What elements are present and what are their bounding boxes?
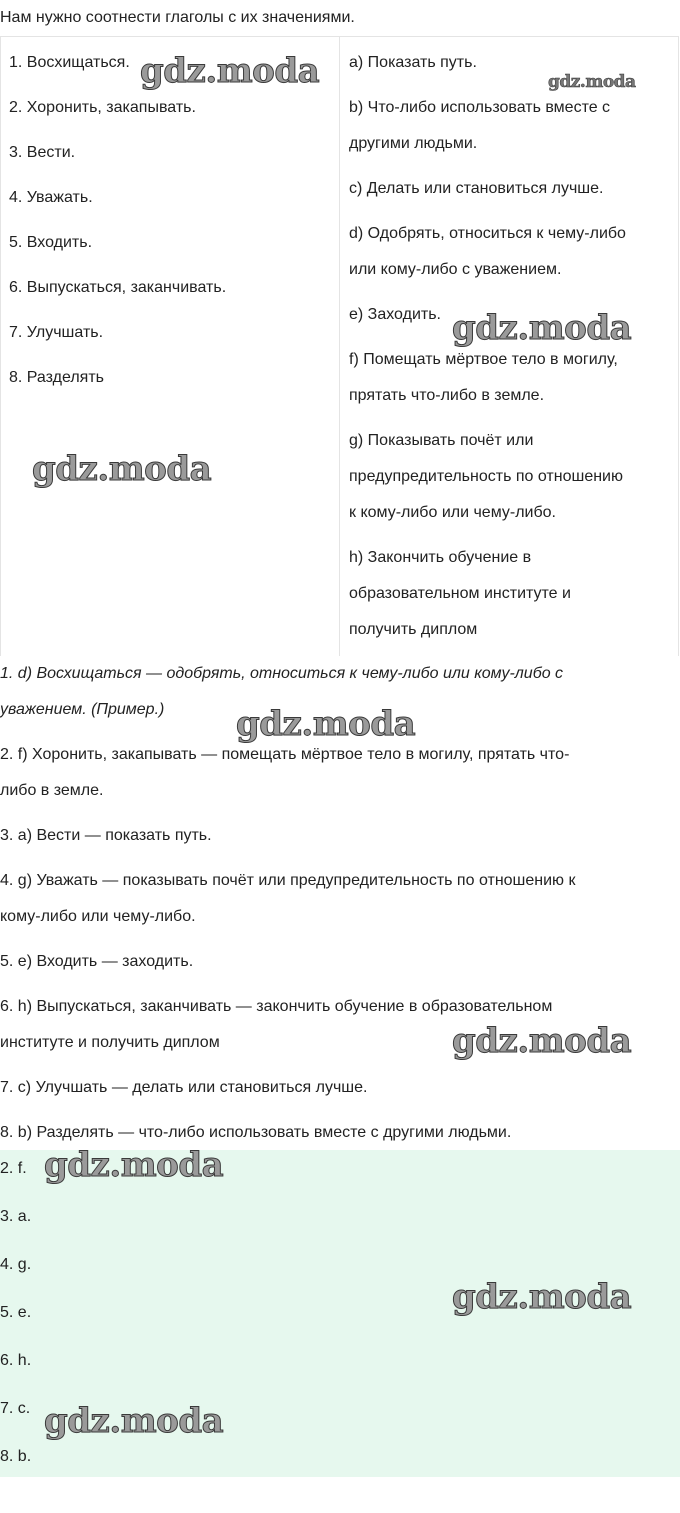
meaning-item-cont: другими людьми. [349, 135, 478, 152]
verb-item: 5. Входить. [9, 234, 93, 251]
answer-line: 8. b) Разделять — что-либо использовать вместе с другими людьми. [0, 1124, 512, 1141]
answer-line: 6. h) Выпускаться, заканчивать — закончить обучение в образовательном [0, 998, 553, 1015]
answer-line: 3. a) Вести — показать путь. [0, 827, 212, 844]
verb-item: 7. Улучшать. [9, 324, 104, 341]
meaning-item: a) Показать путь. [349, 54, 477, 71]
meaning-item: h) Закончить обучение в [349, 549, 532, 566]
meaning-item: d) Одобрять, относиться к чему-либо [349, 225, 626, 242]
answer-line-cont: институте и получить диплом [0, 1034, 220, 1051]
meaning-item: g) Показывать почёт или [349, 432, 534, 449]
meaning-item-cont: прятать что-либо в земле. [349, 387, 545, 404]
watermark-logo: gdz.moda [236, 704, 416, 744]
meaning-item-cont: получить диплом [349, 621, 478, 638]
matching-table [0, 36, 679, 656]
answer-line: 5. e) Входить — заходить. [0, 953, 194, 970]
verbs-column [1, 37, 340, 656]
verb-item: 3. Вести. [9, 144, 76, 161]
meaning-item: f) Помещать мёртвое тело в могилу, [349, 351, 618, 368]
answer-line-cont: либо в земле. [0, 782, 104, 799]
short-answer: 2. f. [0, 1160, 27, 1177]
answer-line: 7. c) Улучшать — делать или становиться лучше. [0, 1079, 368, 1096]
verb-item: 8. Разделять [9, 369, 104, 386]
verb-item: 6. Выпускаться, заканчивать. [9, 279, 227, 296]
meaning-item-cont: к кому-либо или чему-либо. [349, 504, 556, 521]
meaning-item-cont: образовательном институте и [349, 585, 571, 602]
answer-line-cont: кому-либо или чему-либо. [0, 908, 196, 925]
answer-line: 1. d) Восхищаться — одобрять, относиться к чему-либо или кому-либо с [0, 665, 564, 682]
verb-item: 1. Восхищаться. [9, 54, 130, 71]
short-answer: 4. g. [0, 1256, 32, 1273]
meaning-item: c) Делать или становиться лучше. [349, 180, 604, 197]
answer-line-cont: уважением. (Пример.) [0, 701, 165, 718]
watermark-logo: gdz.moda [44, 1145, 224, 1185]
short-answer: 5. e. [0, 1304, 32, 1321]
watermark-logo: gdz.moda [44, 1401, 224, 1441]
intro-text: Нам нужно соотнести глаголы с их значениями. [0, 9, 355, 26]
short-answer: 6. h. [0, 1352, 32, 1369]
short-answers-box [0, 1150, 680, 1477]
short-answer: 3. a. [0, 1208, 32, 1225]
verb-item: 2. Хоронить, закапывать. [9, 99, 196, 116]
watermark-logo: gdz.moda [452, 1021, 632, 1061]
meaning-item-cont: предупредительность по отношению [349, 468, 623, 485]
meaning-item-cont: или кому-либо с уважением. [349, 261, 562, 278]
watermark-logo: gdz.moda [32, 449, 212, 489]
meanings-column [341, 37, 679, 656]
answer-line: 4. g) Уважать — показывать почёт или предупредительность по отношению к [0, 872, 576, 889]
watermark-logo: gdz.moda [140, 51, 320, 91]
short-answer: 7. c. [0, 1400, 31, 1417]
watermark-logo: gdz.moda [548, 72, 636, 92]
answer-line: 2. f) Хоронить, закапывать — помещать мёртвое тело в могилу, прятать что- [0, 746, 570, 763]
short-answer: 8. b. [0, 1448, 32, 1465]
meaning-item: e) Заходить. [349, 306, 441, 323]
verb-item: 4. Уважать. [9, 189, 93, 206]
meaning-item: b) Что-либо использовать вместе с [349, 99, 611, 116]
watermark-logo: gdz.moda [452, 1277, 632, 1317]
watermark-logo: gdz.moda [452, 308, 632, 348]
